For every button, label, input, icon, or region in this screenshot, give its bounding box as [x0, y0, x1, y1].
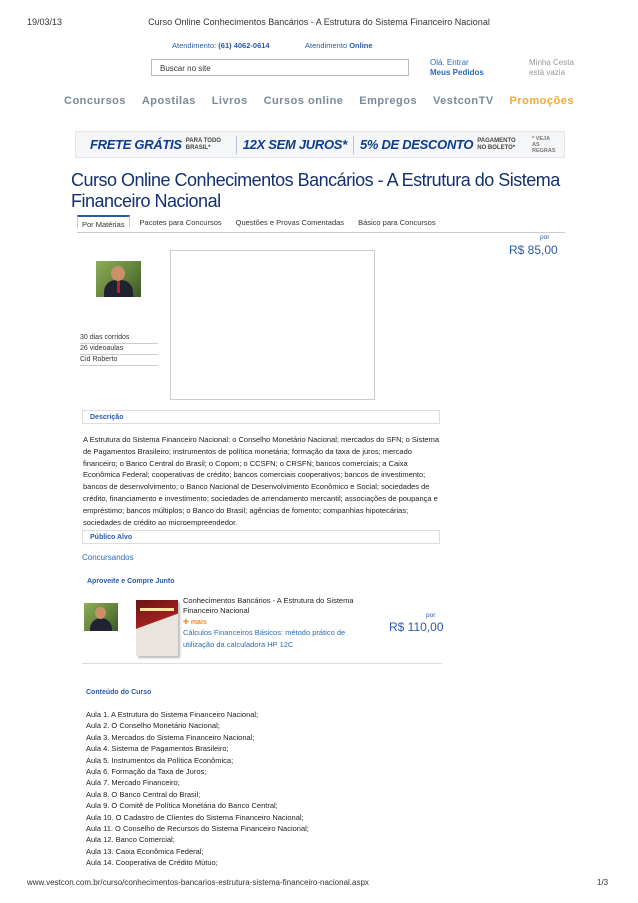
conteudo-header: Conteúdo do Curso: [86, 689, 152, 696]
atendimento-phone: [172, 41, 270, 50]
cart-area[interactable]: [529, 58, 574, 78]
lesson-item: Aula 6. Formação da Taxa de Juros;: [86, 767, 207, 777]
cart-status: está vazia: [529, 68, 566, 77]
print-title: Curso Online Conhecimentos Bancários - A Estrutura do Sistema Financeiro Nacional: [148, 17, 490, 27]
search-input[interactable]: Buscar no site: [151, 59, 409, 76]
lesson-item: Aula 13. Caixa Econômica Federal;: [86, 846, 204, 856]
bundle-item-1[interactable]: Conhecimentos Bancários - A Estrutura do Sistema Financeiro Nacional: [183, 596, 354, 615]
tab-pacotes[interactable]: Pacotes para Concursos: [139, 218, 222, 227]
banner-desconto-sub: PAGAMENTO NO BOLETO*: [477, 137, 516, 151]
login-link[interactable]: Olá. Entrar: [430, 58, 469, 67]
tab-questoes[interactable]: Questões e Provas Comentadas: [235, 218, 345, 227]
nav-empregos[interactable]: Empregos: [359, 95, 418, 107]
nav-concursos[interactable]: Concursos: [64, 95, 126, 107]
lesson-item: Aula 9. O Comitê de Política Monetária do Banco Central;: [86, 801, 278, 811]
lesson-item: Aula 12. Banco Comercial;: [86, 835, 175, 845]
lesson-item: Aula 14. Cooperativa de Crédito Mútuo;: [86, 858, 218, 868]
atendimento-online-label: Atendimento: [305, 41, 348, 50]
atendimento-online[interactable]: [305, 41, 373, 50]
page-title: Curso Online Conhecimentos Bancários - A Estrutura do Sistema Financeiro Nacional: [71, 170, 560, 211]
price-por-label: por: [540, 234, 550, 241]
course-videoaulas: 26 videoaulas: [80, 344, 158, 355]
mais-label: mais: [190, 619, 207, 626]
banner-rules: * VEJA AS REGRAS: [532, 135, 556, 154]
course-duration: 30 dias corridos: [80, 333, 158, 344]
descricao-text: A Estrutura do Sistema Financeiro Nacional: o Conselho Monetário Nacional; mercados do SFN; o Sistema de Pagamentos Brasileiro; instrumentos de política monetária; formação da taxa de juros; mercado financeiro; o Banco Central do Brasil; o Copom; o CCSFN; o CRSFN; bancos comerciais; a Caixa Econômica Federal; cooperativas de crédito; bancos comerciais cooperativos; bancos de investimento; bancos de desenvolvimento; o Banco Nacional de Desenvolvimento Econômico e Social; sociedades de crédito, financiamento e investimento; sociedades de arrendamento mercantil; associações de poupança e empréstimo; bancos múltiplos; o Banco do Brasil; agências de fomento; companhias hipotecárias; sociedades de crédito ao microempreendedor.: [83, 435, 440, 527]
nav-apostilas[interactable]: Apostilas: [141, 95, 196, 107]
banner-desconto: 5% DE DESCONTO: [359, 137, 474, 152]
course-price: R$ 85,00: [509, 243, 558, 257]
course-instructor: Cid Roberto: [80, 355, 158, 366]
banner-juros: 12X SEM JUROS*: [242, 137, 347, 152]
lesson-item: Aula 8. O Banco Central do Brasil;: [86, 789, 201, 799]
print-page-number: 1/3: [597, 878, 609, 887]
bundle-price: R$ 110,00: [389, 620, 444, 634]
instructor-avatar: [96, 261, 141, 297]
lesson-item: Aula 7. Mercado Financeiro;: [86, 778, 180, 788]
banner-divider: [236, 136, 237, 154]
print-date: 19/03/13: [27, 17, 63, 27]
nav-vestcontv[interactable]: VestconTV: [432, 95, 494, 107]
bundle-divider: [82, 663, 442, 664]
category-tabs: [77, 215, 565, 233]
lesson-item: Aula 5. Instrumentos da Política Econômica;: [86, 755, 234, 765]
main-nav: [64, 95, 574, 107]
banner-divider: [353, 136, 354, 154]
atendimento-label: Atendimento:: [172, 41, 217, 50]
nav-promocoes[interactable]: Promoções: [509, 95, 574, 107]
nav-cursos-online[interactable]: Cursos online: [263, 95, 344, 107]
atendimento-number[interactable]: (61) 4062-0614: [218, 41, 270, 50]
bundle-header: Aproveite e Compre Junto: [87, 578, 175, 585]
login-area: [430, 58, 484, 78]
lesson-item: Aula 4. Sistema de Pagamentos Brasileiro;: [86, 744, 229, 754]
bundle-mais: [183, 618, 207, 626]
promo-banner[interactable]: [75, 131, 565, 158]
print-url: www.vestcon.com.br/curso/conhecimentos-bancarios-estrutura-sistema-financeiro-nacional.aspx: [27, 878, 369, 887]
bundle-avatar[interactable]: [84, 603, 118, 631]
plus-icon: ✚: [183, 619, 191, 626]
cart-label: Minha Cesta: [529, 58, 574, 67]
publico-value: Concursandos: [82, 553, 134, 562]
bundle-item-2[interactable]: Cálculos Financeiros Básicos: método prático de utilização da calculadora HP 12C: [183, 628, 346, 649]
publico-header: Público Alvo: [82, 530, 440, 544]
bundle-por-label: por: [426, 612, 436, 619]
tab-basico[interactable]: Básico para Concursos: [358, 218, 436, 227]
lesson-item: Aula 2. O Conselho Monetário Nacional;: [86, 721, 220, 731]
bundle-book-image[interactable]: [136, 600, 178, 656]
lesson-list: [86, 709, 309, 869]
my-orders-link[interactable]: Meus Pedidos: [430, 68, 484, 77]
lesson-item: Aula 11. O Conselho de Recursos do Sistema Financeiro Nacional;: [86, 824, 309, 834]
descricao-header: Descrição: [82, 410, 440, 424]
banner-frete: FRETE GRÁTIS: [90, 137, 182, 152]
lesson-item: Aula 10. O Cadastro de Clientes do Sistema Financeiro Nacional;: [86, 812, 304, 822]
lesson-item: Aula 1. A Estrutura do Sistema Financeiro Nacional;: [86, 710, 259, 719]
banner-frete-sub: PARA TODO BRASIL*: [185, 137, 221, 151]
video-player[interactable]: [170, 250, 375, 400]
tab-por-materias[interactable]: Por Matérias: [77, 215, 130, 229]
nav-livros[interactable]: Livros: [211, 95, 248, 107]
atendimento-online-value: Online: [349, 41, 373, 50]
lesson-item: Aula 3. Mercados do Sistema Financeiro Nacional;: [86, 732, 255, 742]
